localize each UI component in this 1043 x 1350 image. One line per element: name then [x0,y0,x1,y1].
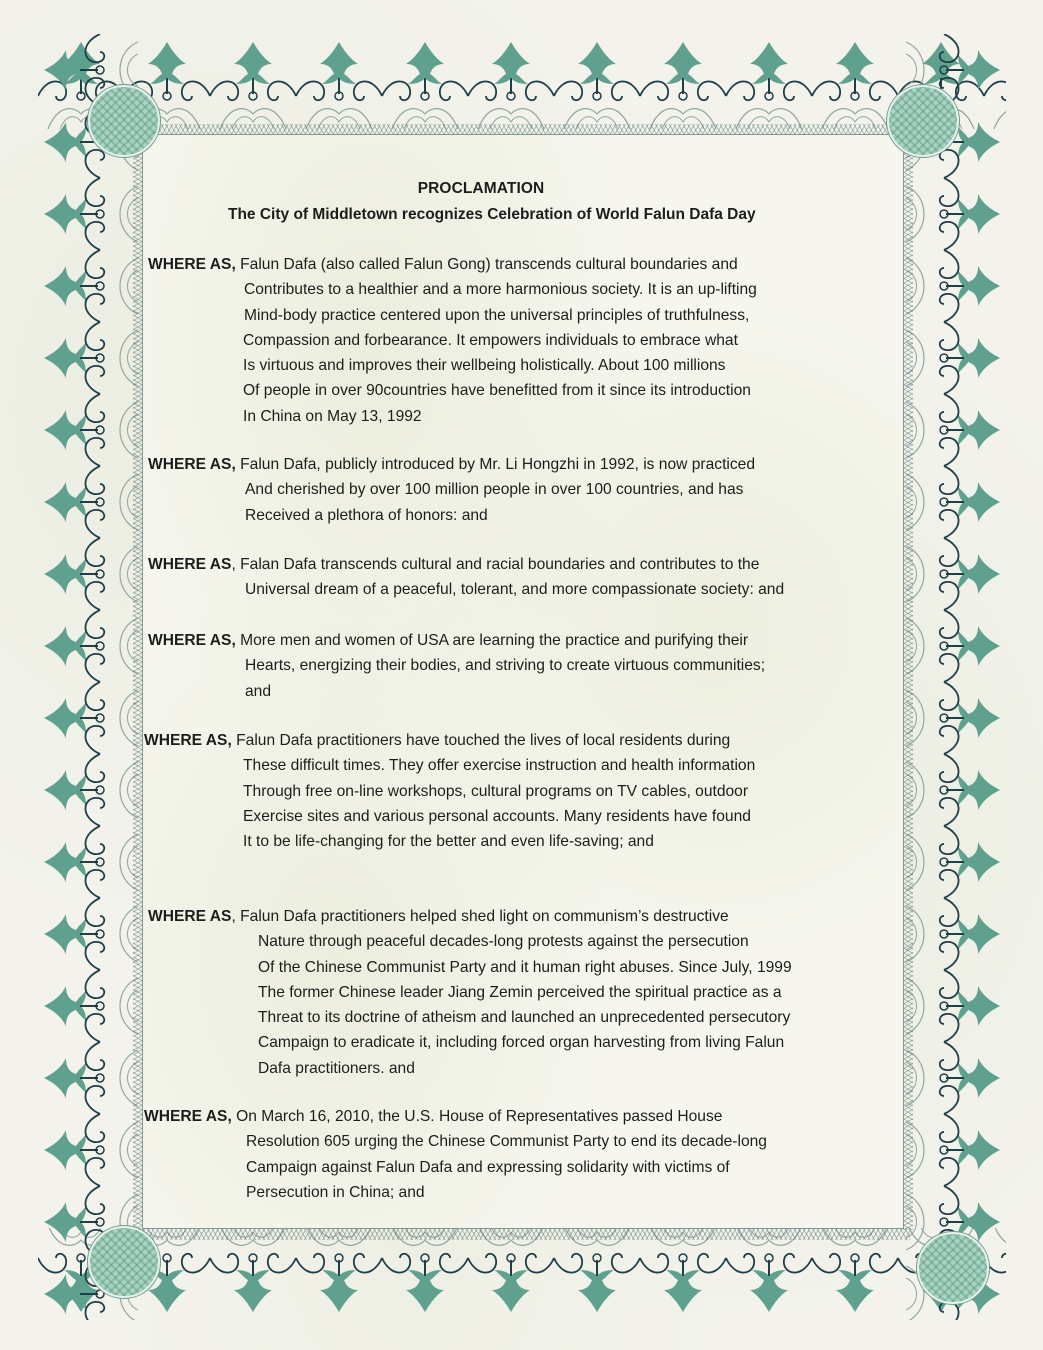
clause-line: Dafa practitioners. and [258,1059,415,1077]
clause-line: Is virtuous and improves their wellbeing holistically. About 100 millions [243,357,726,375]
clause-line: Campaign to eradicate it, including forced organ harvesting from living Falun [258,1034,785,1052]
clause-line: Of people in over 90countries have benefitted from it since its introduction [243,382,751,400]
clause-lead: WHERE AS, [148,632,236,649]
clause-line: Falun Dafa practitioners have touched the lives of local residents during [236,732,731,749]
clause-line: Contributes to a healthier and a more harmonious society. It is an up-lifting [244,281,757,299]
clause-line: , Falun Dafa practitioners helped shed light on communism’s destructive [231,908,729,925]
clause-line: Falun Dafa (also called Falun Gong) transcends cultural boundaries and [240,256,738,273]
clause-line: These difficult times. They offer exercise instruction and health information [243,757,756,775]
clause-lead: WHERE AS, [144,732,232,749]
document-subtitle: The City of Middletown recognizes Celebration of World Falun Dafa Day [228,206,756,223]
clause-line: Through free on-line workshops, cultural programs on TV cables, outdoor [243,782,749,800]
clause-line: It to be life-changing for the better and even life-saving; and [243,833,654,851]
clause-line: Nature through peaceful decades-long protests against the persecution [258,933,749,951]
document-title: PROCLAMATION [417,180,545,197]
whereas-clause-3 [148,552,784,603]
clause-line: Received a plethora of honors: and [245,506,488,524]
clause-line: and [245,682,272,700]
clause-line: Mind-body practice centered upon the universal principles of truthfulness, [244,306,750,324]
clause-lead: WHERE AS, [148,456,236,473]
clause-lead: WHERE AS, [148,256,236,273]
clause-line: Compassion and forbearance. It empowers individuals to embrace what [243,331,738,349]
whereas-clause-6 [148,904,792,1081]
whereas-clause-2 [148,452,755,528]
clause-line: More men and women of USA are learning the practice and purifying their [240,632,749,649]
clause-line: Exercise sites and various personal accounts. Many residents have found [243,807,751,825]
clause-line: Campaign against Falun Dafa and expressing solidarity with victims of [246,1158,730,1176]
clause-line: In China on May 13, 1992 [243,407,422,425]
clause-line: On March 16, 2010, the U.S. House of Representatives passed House [236,1108,723,1125]
clause-line: , Falan Dafa transcends cultural and racial boundaries and contributes to the [231,556,760,573]
clause-line: Falun Dafa, publicly introduced by Mr. Li Hongzhi in 1992, is now practiced [240,456,756,473]
whereas-clause-7 [144,1104,767,1205]
whereas-clause-5 [144,728,755,854]
clause-line: Universal dream of a peaceful, tolerant, and more compassionate society: and [245,581,785,599]
clause-line: Of the Chinese Communist Party and it human right abuses. Since July, 1999 [258,958,792,976]
clause-line: And cherished by over 100 million people in over 100 countries, and has [245,481,744,499]
clause-lead: WHERE AS, [144,1108,232,1125]
clause-line: The former Chinese leader Jiang Zemin perceived the spiritual practice as a [258,983,782,1001]
clause-lead: WHERE AS [148,908,232,925]
whereas-clause-1 [148,252,757,429]
clause-line: Hearts, energizing their bodies, and striving to create virtuous communities; [245,657,766,675]
clause-lead: WHERE AS [148,556,232,573]
whereas-clause-4 [148,628,765,704]
clause-line: Persecution in China; and [246,1183,425,1201]
clause-line: Threat to its doctrine of atheism and launched an unprecedented persecutory [258,1009,791,1027]
clause-line: Resolution 605 urging the Chinese Communist Party to end its decade-long [246,1133,767,1151]
